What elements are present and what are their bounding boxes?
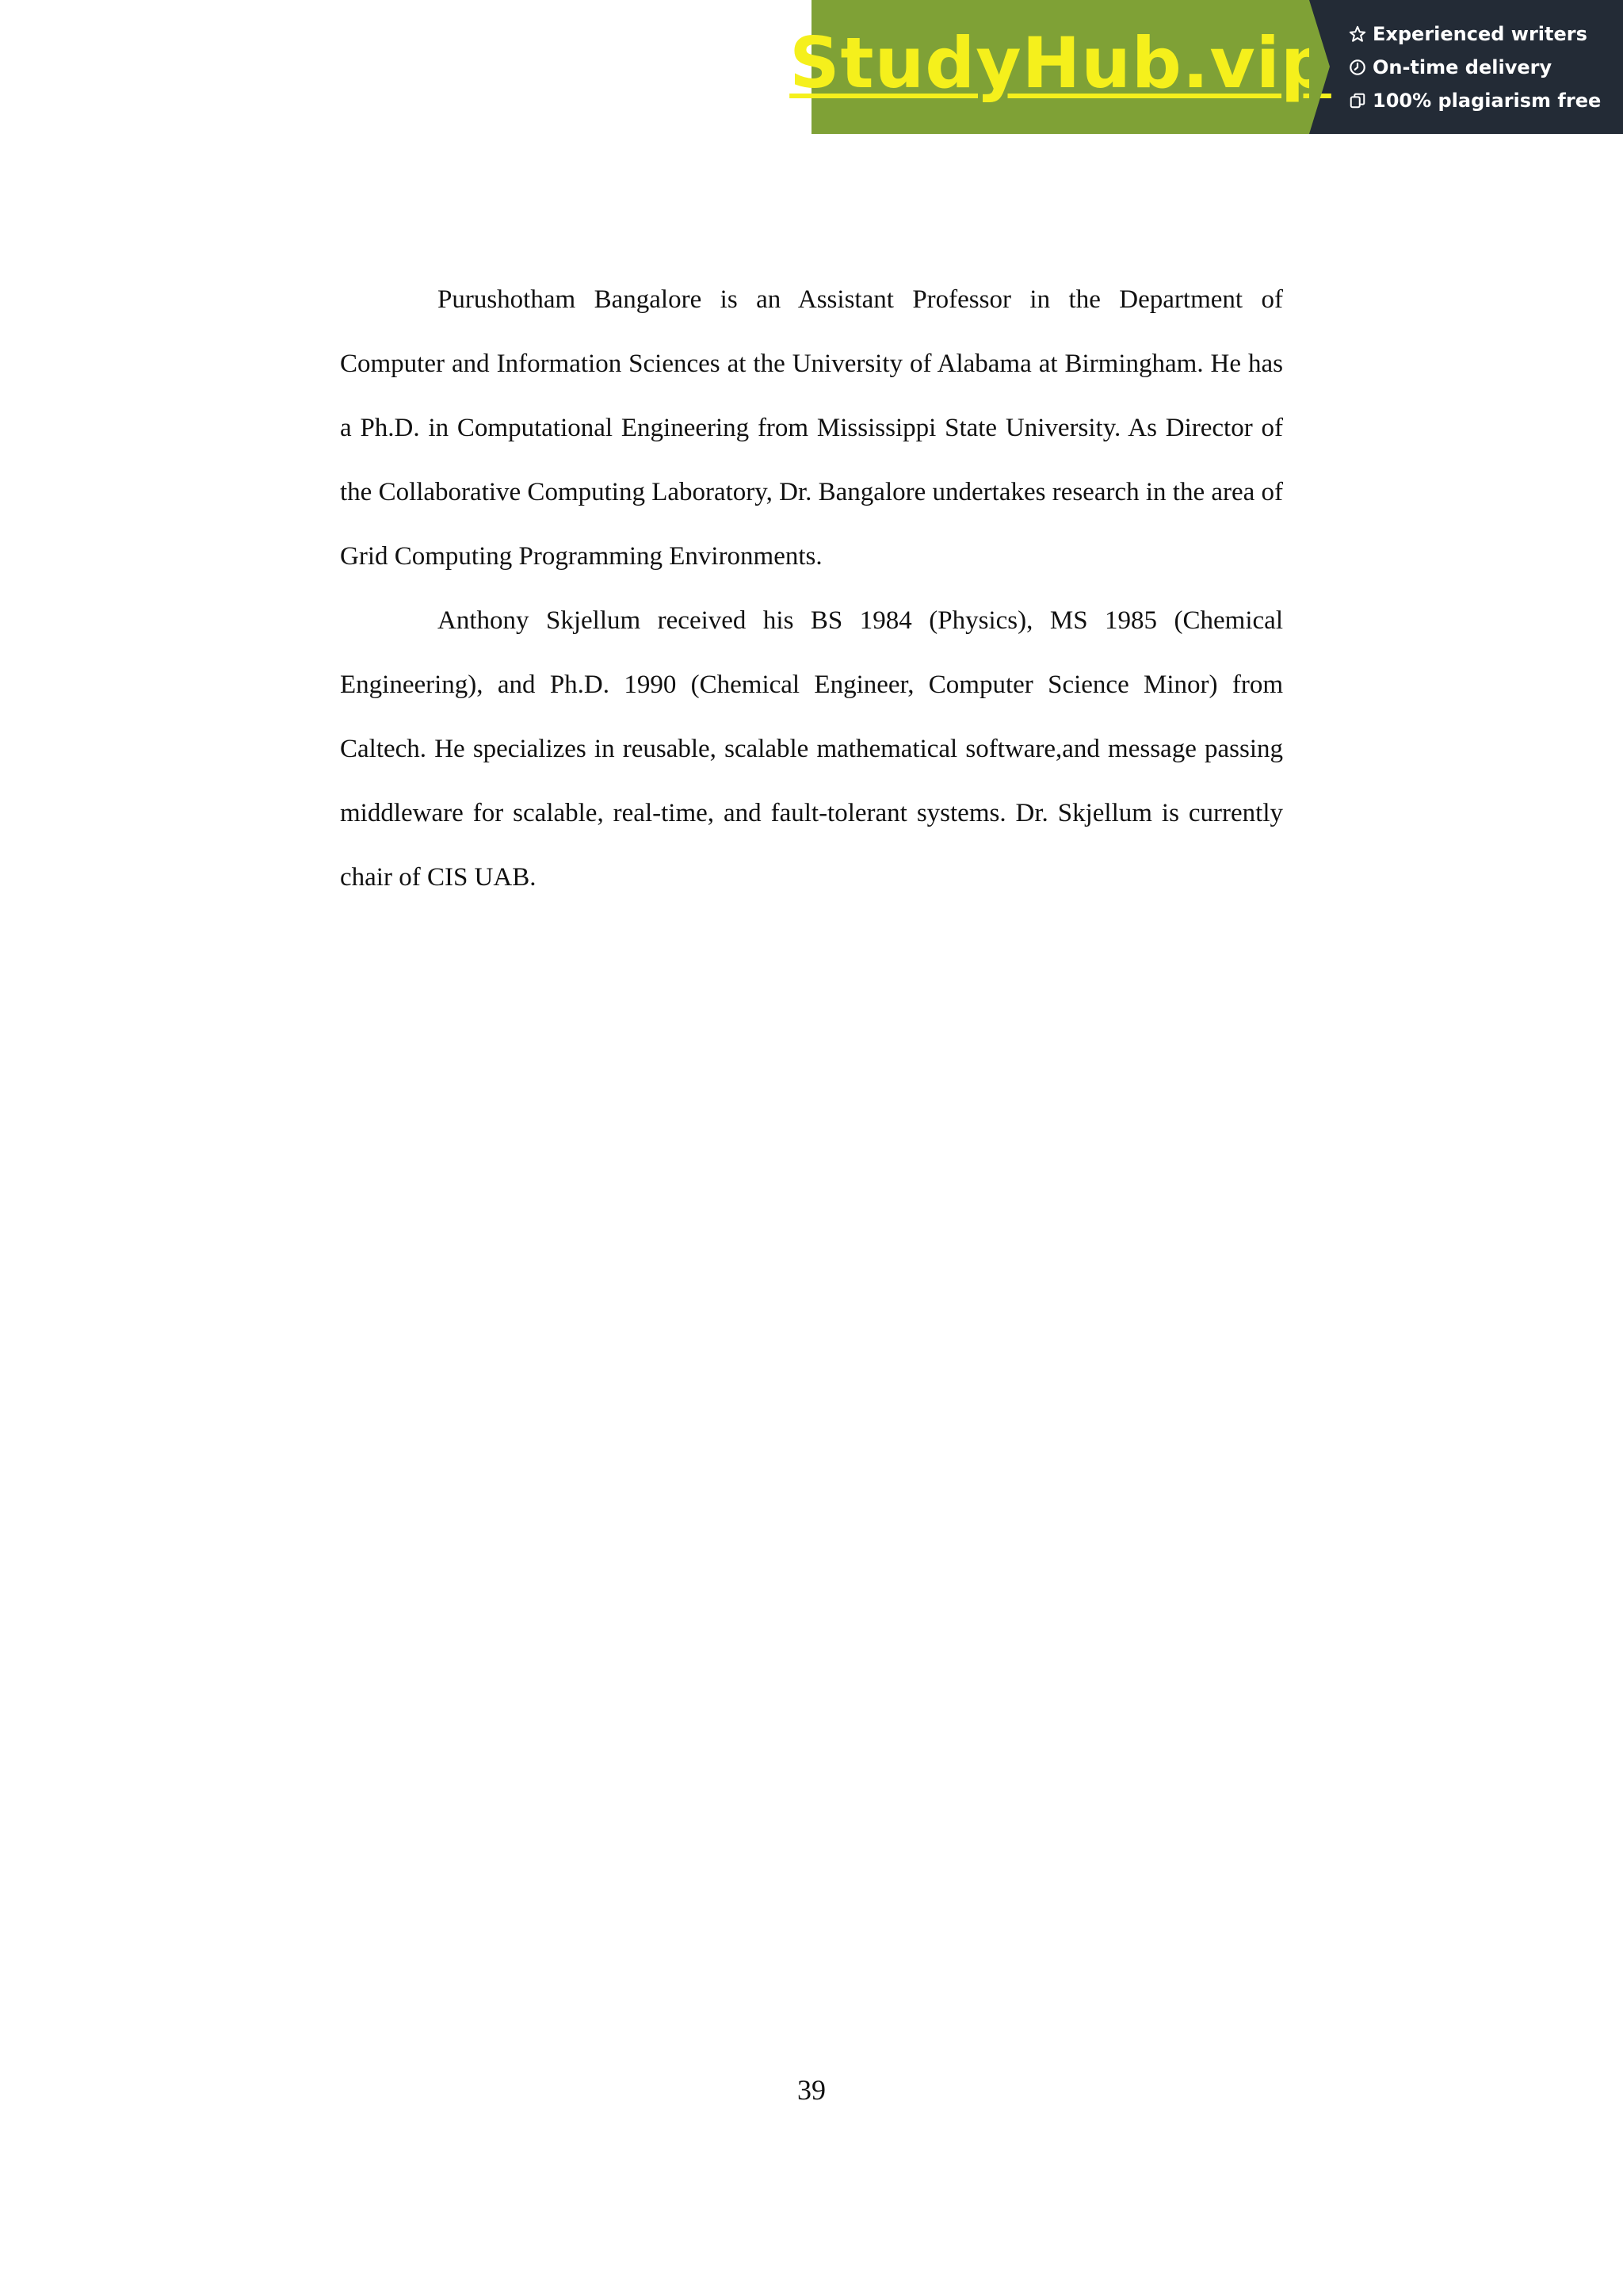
logo-text: StudyHub.vip — [789, 21, 1331, 104]
star-icon — [1349, 25, 1366, 43]
feature-on-time-delivery — [1349, 54, 1623, 81]
feature-list — [1309, 0, 1623, 134]
studyhub-banner[interactable] — [789, 0, 1623, 134]
page-number: 39 — [797, 2074, 826, 2106]
feature-experienced-writers — [1349, 21, 1623, 48]
feature-label: 100% plagiarism free — [1373, 89, 1602, 112]
paragraph-skjellum-bio: Anthony Skjellum received his BS 1984 (Physics), MS 1985 (Chemical Engineering), and Ph.D. 1990 (Chemical Engineer, Computer Science Minor) from Caltech. He specializes in reusable, scalable mathematical software,and message passing middleware for scalable, real-time, and fault-tolerant systems. Dr. Skjellum is currently chair of CIS UAB. — [340, 606, 1283, 892]
document-body — [340, 268, 1283, 910]
feature-label: Experienced writers — [1373, 22, 1587, 45]
feature-plagiarism-free — [1349, 87, 1623, 114]
copy-icon — [1349, 92, 1366, 109]
clock-icon — [1349, 59, 1366, 76]
paragraph-bangalore-bio: Purushotham Bangalore is an Assistant Professor in the Department of Computer and Information Sciences at the University of Alabama at Birmingham. He has a Ph.D. in Computational Engineering from Mississippi State University. As Director of the Collaborative Computing Laboratory, Dr. Bangalore undertakes research in the area of Grid Computing Programming Environments. — [340, 285, 1284, 571]
studyhub-logo[interactable] — [789, 0, 1331, 134]
feature-label: On-time delivery — [1373, 55, 1552, 78]
